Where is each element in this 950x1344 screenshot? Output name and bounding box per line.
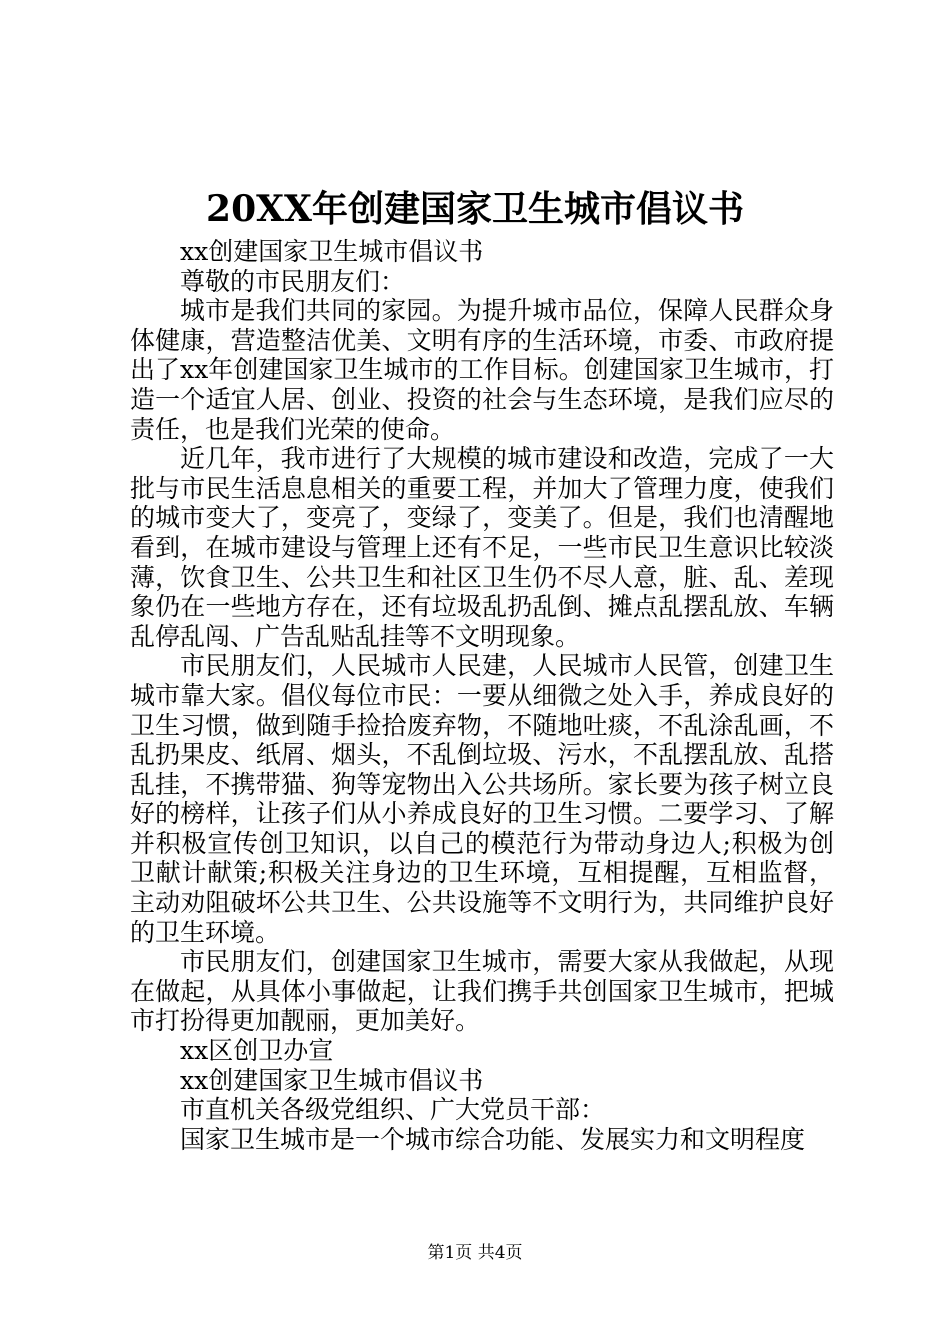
paragraph-salutation: 市直机关各级党组织、广大党员干部： [180, 1095, 606, 1125]
paragraph: 市民朋友们，创建国家卫生城市，需要大家从我做起，从现在做起，从具体小事做起，让我们携手共创国家卫生城市，把城市打扮得更加靓丽，更加美好。 [130, 947, 834, 1036]
document-body [130, 237, 834, 1154]
paragraph: 国家卫生城市是一个城市综合功能、发展实力和文明程度 [180, 1124, 806, 1154]
paragraph-heading: xx创建国家卫生城市倡议书 [180, 237, 484, 266]
page-number-footer: 第1页 共4页 [427, 1243, 523, 1263]
document-title: 20XX年创建国家卫生城市倡议书 [206, 188, 744, 230]
paragraph: 市民朋友们，人民城市人民建，人民城市人民管，创建卫生城市靠大家。倡仪每位市民：一要从细微之处入手，养成良好的卫生习惯，做到随手捡拾废弃物，不随地吐痰，不乱涂乱画，不乱扔果皮、纸屑、烟头，不乱倒垃圾、污水，不乱摆乱放、乱搭乱挂，不携带猫、狗等宠物出入公共场所。家长要为孩子树立良好的榜样，让孩子们从小养成良好的卫生习惯。二要学习、了解并积极宣传创卫知识，以自己的模范行为带动身边人;积极为创卫献计献策;积极关注身边的卫生环境，互相提醒，互相监督，主动劝阻破坏公共卫生、公共设施等不文明行为，共同维护良好的卫生环境。 [130, 651, 834, 947]
paragraph-signature: xx区创卫办宣 [180, 1036, 334, 1066]
paragraph: 近几年，我市进行了大规模的城市建设和改造，完成了一大批与市民生活息息相关的重要工程，并加大了管理力度，使我们的城市变大了，变亮了，变绿了，变美了。但是，我们也清醒地看到，在城市建设与管理上还有不足，一些市民卫生意识比较淡薄，饮食卫生、公共卫生和社区卫生仍不尽人意，脏、乱、差现象仍在一些地方存在，还有垃圾乱扔乱倒、摊点乱摆乱放、车辆乱停乱闯、广告乱贴乱挂等不文明现象。 [130, 444, 834, 651]
paragraph: 城市是我们共同的家园。为提升城市品位，保障人民群众身体健康，营造整洁优美、文明有序的生活环境，市委、市政府提出了xx年创建国家卫生城市的工作目标。创建国家卫生城市，打造一个适宜人居、创业、投资的社会与生态环境，是我们应尽的责任，也是我们光荣的使命。 [130, 296, 834, 444]
paragraph-salutation: 尊敬的市民朋友们： [180, 266, 406, 296]
paragraph-heading: xx创建国家卫生城市倡议书 [180, 1065, 484, 1095]
